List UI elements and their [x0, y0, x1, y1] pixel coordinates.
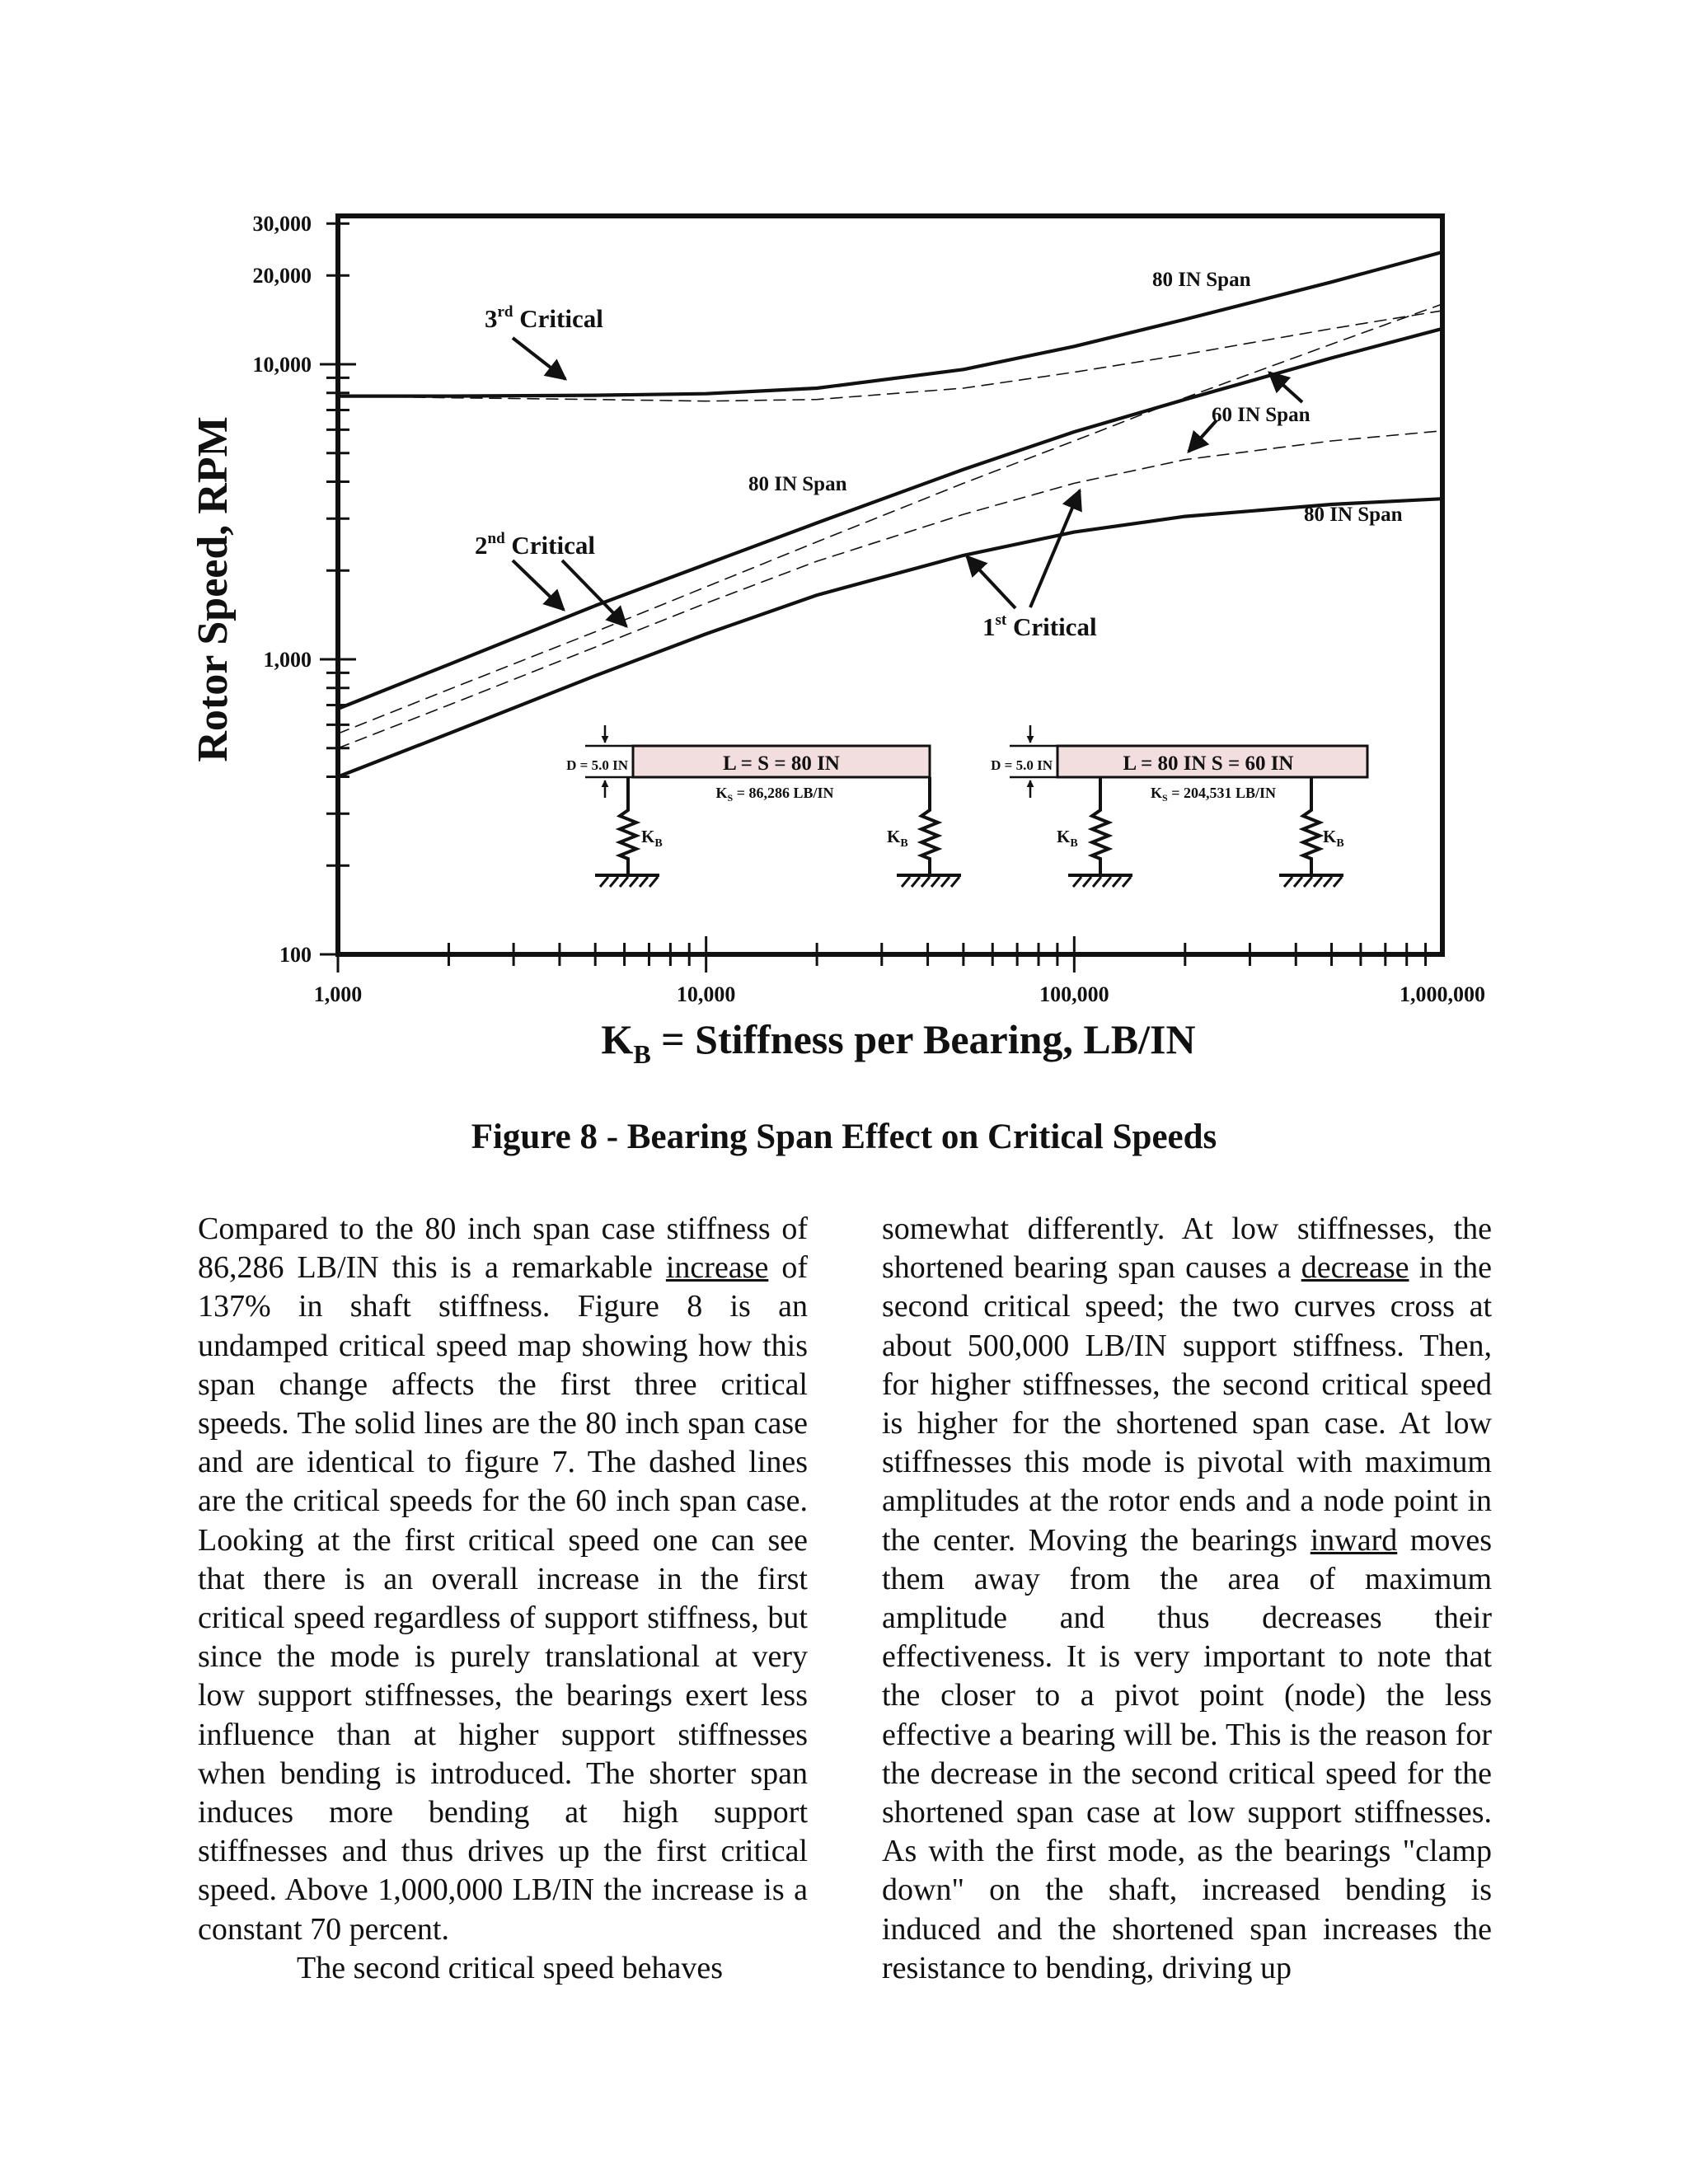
ks-label: $K_S = 204,531$ LB/IN [1151, 785, 1276, 804]
label-60in-span: 60 IN Span [1212, 404, 1311, 426]
x-axis-title: $K_B$ = Stiffness per Bearing, LB/IN [601, 1016, 1196, 1069]
series-line-4 [338, 304, 1442, 733]
y-tick-label: 30,000 [252, 212, 312, 237]
spring-right [1303, 777, 1320, 875]
x-tick-label: 100,000 [1039, 982, 1109, 1006]
y-tick-label: 10,000 [252, 353, 312, 377]
label-2nd-critical: 2nd Critical [475, 530, 595, 560]
paragraph: Compared to the 80 inch span case stiffness of 86,286 LB/IN this is a remarkable increase of 137% in shaft stiffness. Figure 8 is an undamped critical speed map showing how this span change affects the first three critical speeds. The solid lines are the 80 inch span case and are identical to figure 7. The dashed lines are the critical speeds for the 60 inch span case. Looking at the first critical speed one can see that there is an overall increase in the first critical speed regardless of support stiffness, but since the mode is purely translational at very low support stiffnesses, the bearings exert less influence than at higher support stiffnesses when bending is introduced. The shorter span induces more bending at high support stiffnesses and thus drives up the first critical speed. Above 1,000,000 LB/IN the increase is a constant 70 percent. [198, 1212, 809, 1947]
label-80in-span-mid: 80 IN Span [748, 473, 847, 495]
kb-label-left: $K_B$ [641, 827, 663, 850]
label-1st-critical: 1st Critical [982, 612, 1097, 641]
ks-label: $K_S = 86,286$ LB/IN [715, 785, 834, 804]
paragraph: somewhat differently. At low stiffnesses, the shortened bearing span causes a decrease in the second critical speed; the two curves cross at about 500,000 LB/IN support stiffness. Then, for higher stiffnesses, the second critical speed is higher for the shortened span case. At low stiffnesses this mode is pivotal with maximum amplitudes at the rotor ends and a node point in the center. Moving the bearings inward moves them away from the area of maximum amplitude and thus decreases their effectiveness. It is very important to note that the closer to a pivot point (node) the less effective a bearing will be. This is the reason for the decrease in the second critical speed for the shortened span case at low support stiffnesses. As with the first mode, as the bearings "clamp down" on the shaft, increased bending is induced and the shortened span increases the resistance to bending, driving up [882, 1212, 1492, 1985]
kb-label-right: $K_B$ [887, 827, 908, 850]
y-tick-label: 1,000 [263, 648, 312, 672]
x-tick-label: 1,000,000 [1400, 982, 1485, 1006]
arrow-1st-critical-b [1030, 490, 1080, 607]
body-column-left [198, 1210, 808, 1988]
beam-label: L = 80 IN S = 60 IN [1123, 752, 1294, 775]
y-tick-label: 100 [279, 943, 312, 967]
spring-right [921, 777, 938, 875]
arrow-3rd-critical [513, 338, 565, 379]
y-tick-label: 20,000 [252, 264, 312, 288]
spring-left [620, 777, 636, 875]
label-80in-span-top: 80 IN Span [1152, 269, 1251, 291]
series-line-6 [338, 311, 1442, 401]
kb-label-left: $K_B$ [1057, 827, 1078, 850]
rotor-diagram-80in [566, 725, 961, 887]
x-tick-label: 10,000 [676, 982, 736, 1006]
d-label: D = 5.0 IN [566, 757, 628, 773]
y-axis-title: Rotor Speed, RPM [190, 416, 237, 762]
spring-left [1092, 777, 1109, 875]
body-column-right [882, 1210, 1492, 1988]
x-tick-label: 1,000 [313, 982, 363, 1006]
label-80in-span-low: 80 IN Span [1304, 504, 1403, 526]
paragraph: The second critical speed behaves [297, 1950, 723, 1985]
series-line-2 [338, 431, 1442, 748]
beam-label: L = S = 80 IN [723, 752, 840, 775]
series-line-3 [338, 329, 1442, 709]
label-3rd-critical: 3rd Critical [485, 303, 603, 333]
d-label: D = 5.0 IN [991, 757, 1053, 773]
arrow-2nd-critical-a [513, 560, 564, 610]
kb-label-right: $K_B$ [1323, 827, 1344, 850]
arrow-1st-critical-a [967, 556, 1015, 608]
arrow-80in-span-upper [1269, 373, 1302, 402]
figure-caption: Figure 8 - Bearing Span Effect on Critical Speeds [471, 1118, 1217, 1156]
rotor-diagram-60in [991, 725, 1367, 887]
arrow-60in-span [1189, 420, 1217, 452]
